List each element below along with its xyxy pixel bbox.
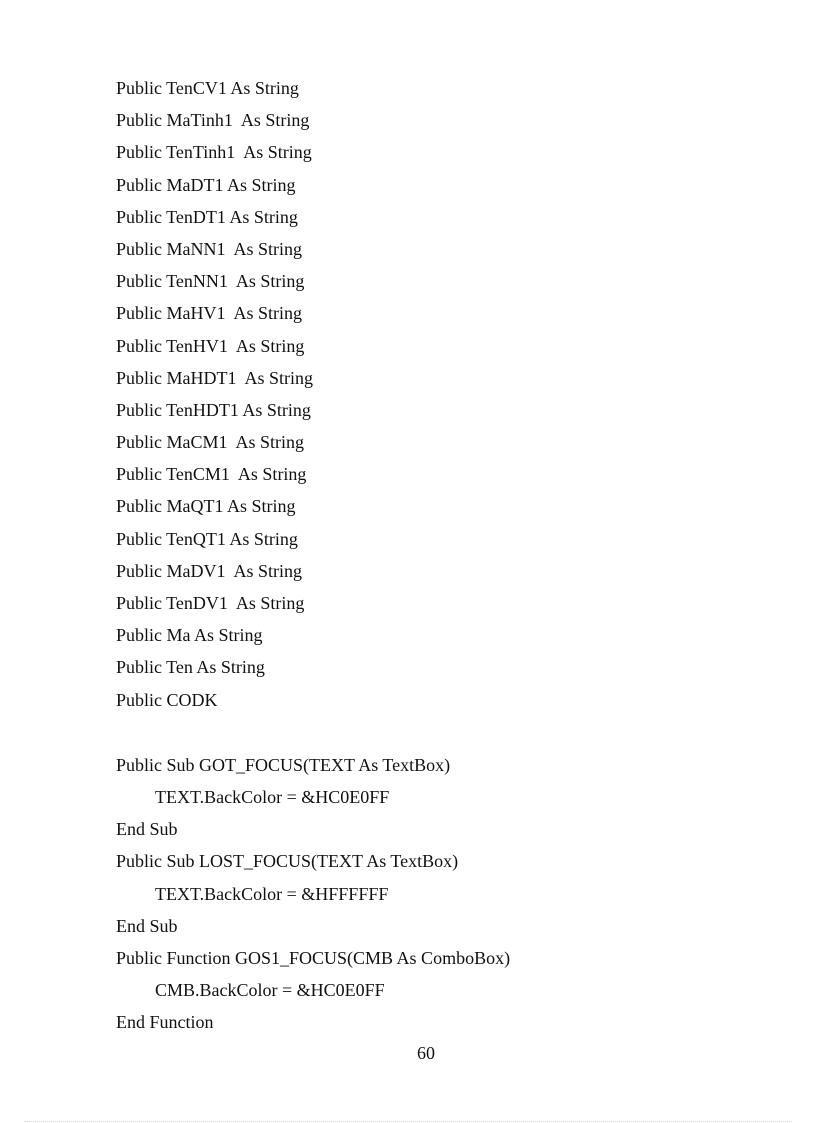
code-line: Public MaDV1 As String (116, 560, 303, 581)
code-line: Public Sub GOT_FOCUS(TEXT As TextBox) (116, 754, 451, 775)
code-line: End Sub (116, 915, 178, 936)
blank-line (116, 720, 776, 753)
code-line: Public TenHDT1 As String (116, 399, 311, 420)
code-line: Public MaTinh1 As String (116, 110, 310, 131)
code-line: Public Ten As String (116, 657, 265, 678)
code-line: Public Function GOS1_FOCUS(CMB As ComboBox) (116, 947, 511, 968)
code-line: Public MaHV1 As String (116, 303, 303, 324)
page-number: 60 (417, 1043, 435, 1063)
code-line: Public MaCM1 As String (116, 432, 305, 453)
code-line: End Function (116, 1012, 214, 1033)
code-line: Public TenQT1 As String (116, 528, 298, 549)
code-line: Public TenTinh1 As String (116, 142, 312, 163)
code-line: Public TenDT1 As String (116, 206, 298, 227)
code-line: TEXT.BackColor = &HFFFFFF (155, 883, 389, 904)
code-line: Public MaDT1 As String (116, 174, 296, 195)
code-line: Public Ma As String (116, 625, 263, 646)
code-line: CMB.BackColor = &HC0E0FF (155, 980, 385, 1001)
code-line: Public TenHV1 As String (116, 335, 305, 356)
code-line: Public TenCV1 As String (116, 78, 299, 98)
code-line: Public TenDV1 As String (116, 593, 305, 613)
page-bottom-divider (24, 1121, 792, 1122)
code-line: Public Sub LOST_FOCUS(TEXT As TextBox) (116, 851, 459, 872)
code-line: Public TenNN1 As String (116, 271, 305, 292)
code-listing (116, 76, 776, 1042)
code-line: Public MaNN1 As String (116, 238, 303, 259)
code-line: Public MaQT1 As String (116, 496, 296, 517)
code-line: Public MaHDT1 As String (116, 367, 314, 388)
code-line: Public TenCM1 As String (116, 464, 307, 485)
code-line: End Sub (116, 819, 178, 840)
code-line: TEXT.BackColor = &HC0E0FF (155, 786, 390, 807)
code-line: Public CODK (116, 689, 218, 710)
